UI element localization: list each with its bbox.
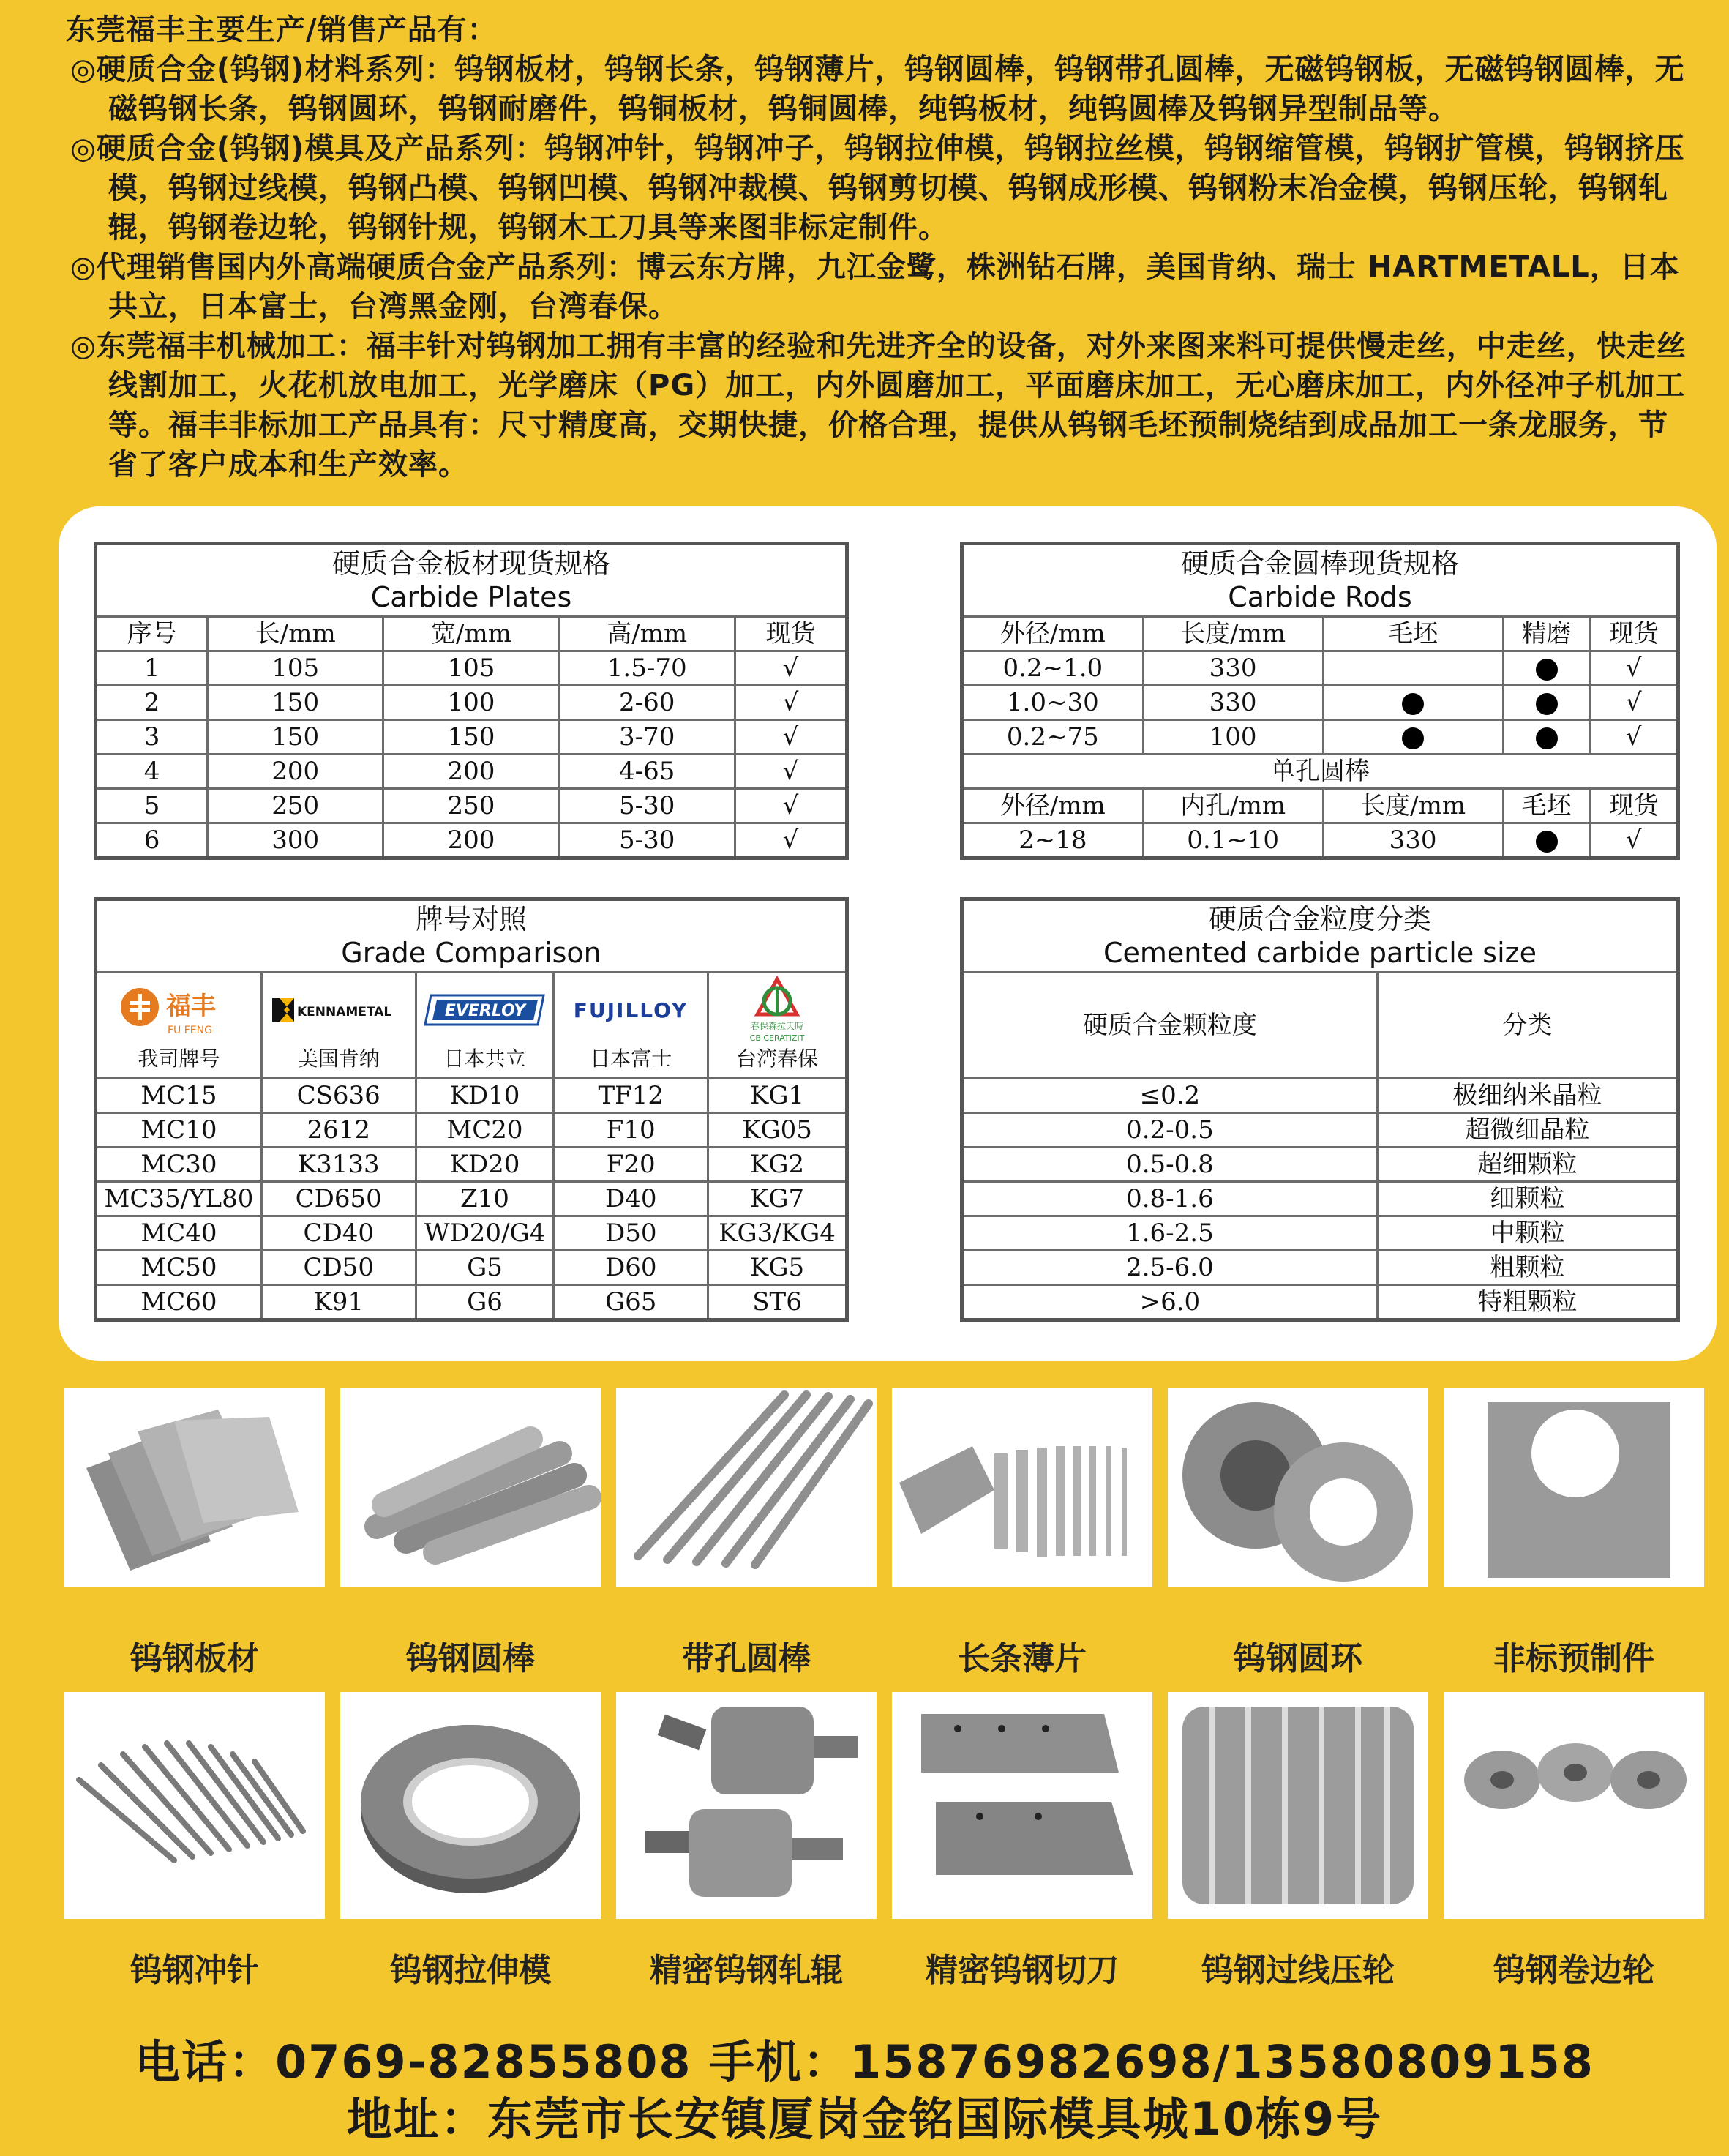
- table-row: >6.0 特粗颗粒: [962, 1285, 1679, 1320]
- contact-phone: 电话：0769-82855808 手机：15876982698/13580809158: [135, 2035, 1594, 2089]
- table-row: MC30 K3133 KD20 F20 KG2: [96, 1148, 847, 1182]
- fufeng-logo-icon: [116, 981, 241, 1039]
- product-photo-guide-wheels: [1168, 1692, 1428, 1919]
- kennametal-logo-icon: [269, 988, 408, 1032]
- carbide-rods-header: 外径/mm 长度/mm 毛坯 精磨 现货: [962, 617, 1679, 651]
- carbide-strips-image: [892, 1388, 1152, 1587]
- intro-heading: 东莞福丰主要生产/销售产品有：: [66, 13, 498, 47]
- product-label-plates: 钨钢板材: [130, 1640, 259, 1677]
- carbide-rods-table: [960, 542, 1680, 860]
- table-row: 1.0~30 330 √: [962, 686, 1679, 720]
- product-photo-hole-rods: [616, 1388, 877, 1587]
- grade-comparison-title: 牌号对照 Grade Comparison: [96, 899, 847, 973]
- table-row: 1 105 105 1.5-70 √: [96, 651, 847, 686]
- fujilloy-logo-icon: [561, 988, 700, 1032]
- intro-paragraph-molds: ◎硬质合金(钨钢)模具及产品系列：钨钢冲针，钨钢冲子，钨钢拉伸模，钨钢拉丝模，钨钢缩管模，钨钢扩管模，钨钢挤压模，钨钢过线模，钨钢凸模、钨钢凹模、钨钢冲裁模、钨钢剪切模、钨钢成形模、钨钢粉末冶金模，钨钢压轮，钨钢轧辊，钨钢卷边轮，钨钢针规，钨钢木工刀具等来图非标定制件。: [70, 132, 1685, 244]
- product-photo-plates: [64, 1388, 325, 1587]
- availability-dot-icon: [1536, 693, 1558, 715]
- hole-rods-image: [616, 1388, 877, 1587]
- table-row: MC15 CS636 KD10 TF12 KG1: [96, 1079, 847, 1113]
- fujilloy-logo: FUJILLOY 日本富士: [554, 973, 708, 1079]
- everloy-logo: EVERLOY 日本共立: [416, 973, 554, 1079]
- table-row: 0.2-0.5 超微细晶粒: [962, 1113, 1679, 1148]
- product-label-guide-wheels: 钨钢过线压轮: [1201, 1952, 1395, 1989]
- product-photo-rods: [340, 1388, 601, 1587]
- guide-wheels-image: [1168, 1692, 1428, 1919]
- table-row: MC50 CD50 G5 D60 KG5: [96, 1251, 847, 1285]
- product-label-drawing-die: 钨钢拉伸模: [390, 1952, 551, 1989]
- product-photo-strips: [892, 1388, 1152, 1587]
- table-row: 0.2~75 100 √: [962, 720, 1679, 755]
- svg-text:CB·CERATIZIT: CB·CERATIZIT: [749, 1033, 805, 1043]
- carbide-plates-title: 硬质合金板材现货规格 Carbide Plates: [96, 544, 847, 617]
- single-hole-header: 外径/mm 内孔/mm 长度/mm 毛坯 现货: [962, 789, 1679, 823]
- product-photo-preforms: [1444, 1388, 1704, 1587]
- hemming-wheels-image: [1444, 1692, 1704, 1919]
- kennametal-logo: KENNAMETAL 美国肯纳: [261, 973, 416, 1079]
- product-label-strips: 长条薄片: [958, 1640, 1087, 1677]
- ceratizit-logo-icon: [715, 975, 839, 1045]
- table-row: MC40 CD40 WD20/G4 D50 KG3/KG4: [96, 1216, 847, 1251]
- carbide-plates-table: [94, 542, 849, 860]
- availability-dot-icon: [1402, 727, 1424, 749]
- table-row: 2~18 0.1~10 330 √: [962, 823, 1679, 858]
- product-photo-rollers: [616, 1692, 877, 1919]
- product-label-cutters: 精密钨钢切刀: [926, 1952, 1119, 1989]
- product-photo-punches: [64, 1692, 325, 1919]
- table-row: 1.6-2.5 中颗粒: [962, 1216, 1679, 1251]
- particle-size-title: 硬质合金粒度分类 Cemented carbide particle size: [962, 899, 1679, 973]
- availability-dot-icon: [1536, 831, 1558, 853]
- table-row: 5 250 250 5-30 √: [96, 789, 847, 823]
- precision-rollers-image: [616, 1692, 877, 1919]
- grade-comparison-table: [94, 897, 849, 1322]
- particle-size-header: 硬质合金颗粒度 分类: [962, 973, 1679, 1079]
- table-row: 6 300 200 5-30 √: [96, 823, 847, 858]
- carbide-rods-image: [340, 1388, 601, 1587]
- product-label-punches: 钨钢冲针: [130, 1952, 259, 1989]
- table-row: 2.5-6.0 粗颗粒: [962, 1251, 1679, 1285]
- svg-text:FU FENG: FU FENG: [168, 1025, 213, 1036]
- product-photo-drawing-die: [340, 1692, 601, 1919]
- table-row: 3 150 150 3-70 √: [96, 720, 847, 755]
- particle-size-table: [960, 897, 1680, 1322]
- table-row: MC60 K91 G6 G65 ST6: [96, 1285, 847, 1320]
- table-row: 0.2~1.0 330 √: [962, 651, 1679, 686]
- intro-paragraph-materials: ◎硬质合金(钨钢)材料系列：钨钢板材，钨钢长条，钨钢薄片，钨钢圆棒，钨钢带孔圆棒，无磁钨钢板，无磁钨钢圆棒，无磁钨钢长条，钨钢圆环，钨钢耐磨件，钨铜板材，钨铜圆棒，纯钨板材，纯钨圆棒及钨钢异型制品等。: [70, 53, 1685, 126]
- carbide-rods-title: 硬质合金圆棒现货规格 Carbide Rods: [962, 544, 1679, 617]
- carbide-plates-header: 序号 长/mm 宽/mm 高/mm 现货: [96, 617, 847, 651]
- product-photo-hemming-wheels: [1444, 1692, 1704, 1919]
- table-row: 0.8-1.6 细颗粒: [962, 1182, 1679, 1216]
- table-row: ≤0.2 极细纳米晶粒: [962, 1079, 1679, 1113]
- svg-text:春保森拉天時: 春保森拉天時: [751, 1021, 804, 1031]
- ceratizit-logo: 春保森拉天時 CB·CERATIZIT 台湾春保: [708, 973, 847, 1079]
- precision-cutters-image: [892, 1692, 1152, 1919]
- svg-text:福丰: 福丰: [166, 992, 217, 1021]
- svg-text:FUJILLOY: FUJILLOY: [573, 998, 689, 1022]
- everloy-logo-icon: [422, 988, 547, 1032]
- punch-pins-image: [64, 1692, 325, 1919]
- grade-logos-row: [96, 973, 847, 1079]
- availability-dot-icon: [1536, 727, 1558, 749]
- svg-text:EVERLOY: EVERLOY: [445, 1002, 526, 1020]
- table-row: 2 150 100 2-60 √: [96, 686, 847, 720]
- carbide-rings-image: [1168, 1388, 1428, 1587]
- fufeng-logo: 福丰 FU FENG 我司牌号: [96, 973, 262, 1079]
- product-label-rods: 钨钢圆棒: [406, 1640, 535, 1677]
- product-label-hemming-wheels: 钨钢卷边轮: [1493, 1952, 1654, 1989]
- intro-paragraph-agency: ◎代理销售国内外高端硬质合金产品系列：博云东方牌，九江金鹭，株洲钻石牌，美国肯纳、瑞士 HARTMETALL，日本共立，日本富士，台湾黑金刚，台湾春保。: [70, 250, 1680, 323]
- intro-text: [66, 10, 1695, 484]
- product-label-hole-rods: 带孔圆棒: [682, 1640, 811, 1677]
- intro-paragraph-machining: ◎东莞福丰机械加工：福丰针对钨钢加工拥有丰富的经验和先进齐全的设备，对外来图来料可提供慢走丝，中走丝，快走丝线割加工，火花机放电加工，光学磨床（PG）加工，内外圆磨加工，平面磨床加工，无心磨床加工，内外径冲子机加工等。福丰非标加工产品具有：尺寸精度高，交期快捷，价格合理，提供从钨钢毛坯预制烧结到成品加工一条龙服务，节省了客户成本和生产效率。: [70, 329, 1687, 482]
- product-photo-cutters: [892, 1692, 1152, 1919]
- carbide-plates-image: [64, 1388, 325, 1587]
- product-label-preforms: 非标预制件: [1493, 1640, 1654, 1677]
- availability-dot-icon: [1536, 659, 1558, 681]
- product-photo-rings: [1168, 1388, 1428, 1587]
- drawing-die-image: [340, 1692, 601, 1919]
- product-label-rollers: 精密钨钢轧辊: [650, 1952, 843, 1989]
- contact-address: 地址：东莞市长安镇厦岗金铭国际模具城10栋9号: [346, 2092, 1383, 2146]
- table-row: MC35/YL80 CD650 Z10 D40 KG7: [96, 1182, 847, 1216]
- availability-dot-icon: [1402, 693, 1424, 715]
- preform-block-image: [1444, 1388, 1704, 1587]
- table-row: 0.5-0.8 超细颗粒: [962, 1148, 1679, 1182]
- single-hole-rod-title: 单孔圆棒: [962, 755, 1679, 789]
- table-row: 4 200 200 4-65 √: [96, 755, 847, 789]
- table-row: MC10 2612 MC20 F10 KG05: [96, 1113, 847, 1148]
- svg-text:KENNAMETAL: KENNAMETAL: [296, 1005, 391, 1019]
- product-label-rings: 钨钢圆环: [1234, 1640, 1362, 1677]
